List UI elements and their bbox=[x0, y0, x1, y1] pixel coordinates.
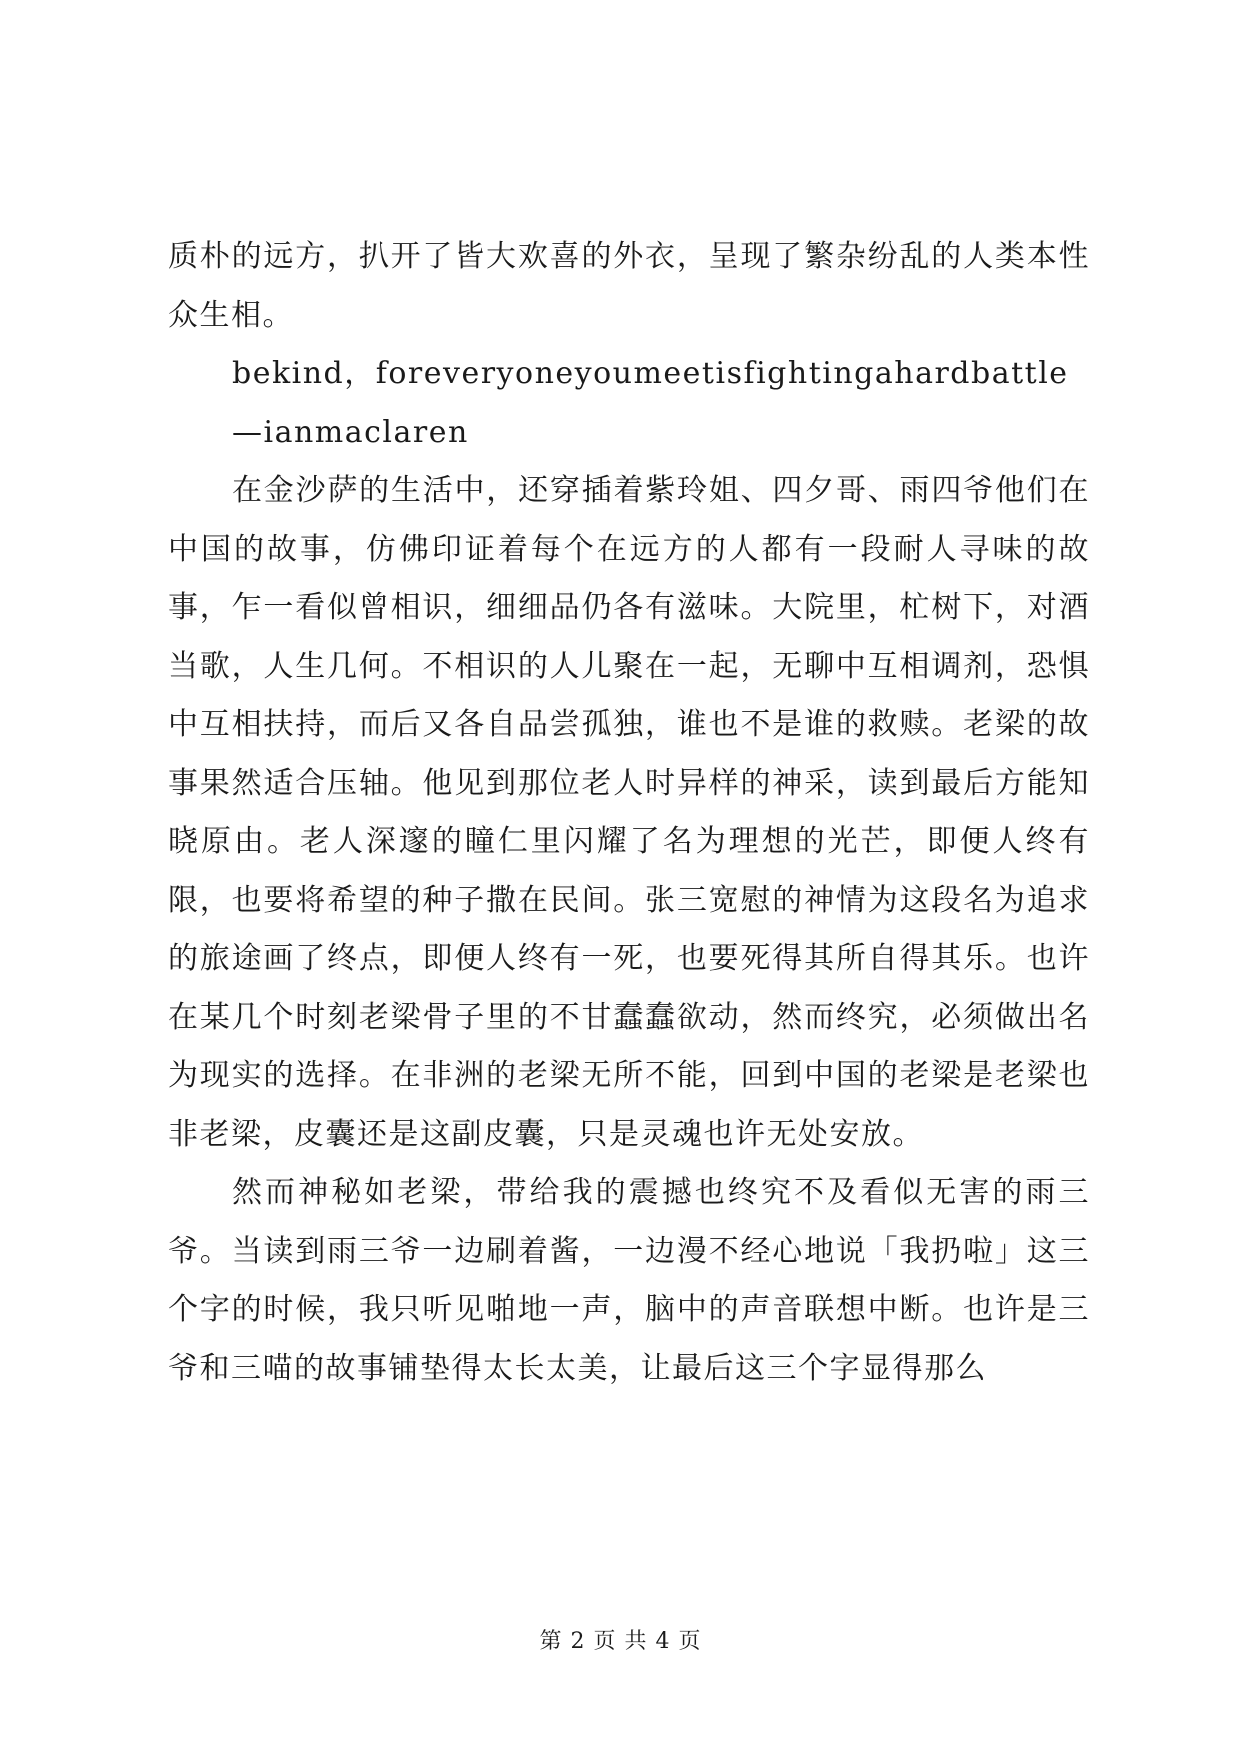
paragraph-quote: bekind，foreveryoneyoumeetisfightingahardbattle bbox=[232, 356, 1069, 391]
paragraph-kinshasa: 在金沙萨的生活中，还穿插着紫玲姐、四夕哥、雨四爷他们在中国的故事，仿佛印证着每个在远方的人都有一段耐人寻味的故事，乍一看似曾相识，细细品仍各有滋味。大院里，杧树下，对酒当歌，人生几何。不相识的人儿聚在一起，无聊中互相调剂，恐惧中互相扶持，而后又各自品尝孤独，谁也不是谁的救赎。老梁的故事果然适合压轴。他见到那位老人时异样的神采，读到最后方能知晓原由。老人深邃的瞳仁里闪耀了名为理想的光芒，即便人终有限，也要将希望的种子撒在民间。张三宽慰的神情为这段名为追求的旅途画了终点，即便人终有一死，也要死得其所自得其乐。也许在某几个时刻老梁骨子里的不甘蠢蠢欲动，然而终究，必须做出名为现实的选择。在非洲的老梁无所不能，回到中国的老梁是老梁也非老梁，皮囊还是这副皮囊，只是灵魂也许无处安放。 bbox=[168, 473, 1090, 1152]
paragraph-continuation: 质朴的远方，扒开了皆大欢喜的外衣，呈现了繁杂纷乱的人类本性众生相。 bbox=[168, 239, 1090, 333]
paragraph-yu-san-ye: 然而神秘如老梁，带给我的震撼也终究不及看似无害的雨三爷。当读到雨三爷一边刷着酱，一边漫不经心地说「我扔啦」这三个字的时候，我只听见啪地一声，脑中的声音联想中断。也许是三爷和三喵的故事铺垫得太长太美，让最后这三个字显得那么 bbox=[168, 1175, 1090, 1386]
paragraph-quote-attribution: —ianmaclaren bbox=[232, 414, 469, 450]
body-text bbox=[168, 228, 1090, 1398]
page-number-footer: 第 2 页 共 4 页 bbox=[539, 1629, 702, 1654]
